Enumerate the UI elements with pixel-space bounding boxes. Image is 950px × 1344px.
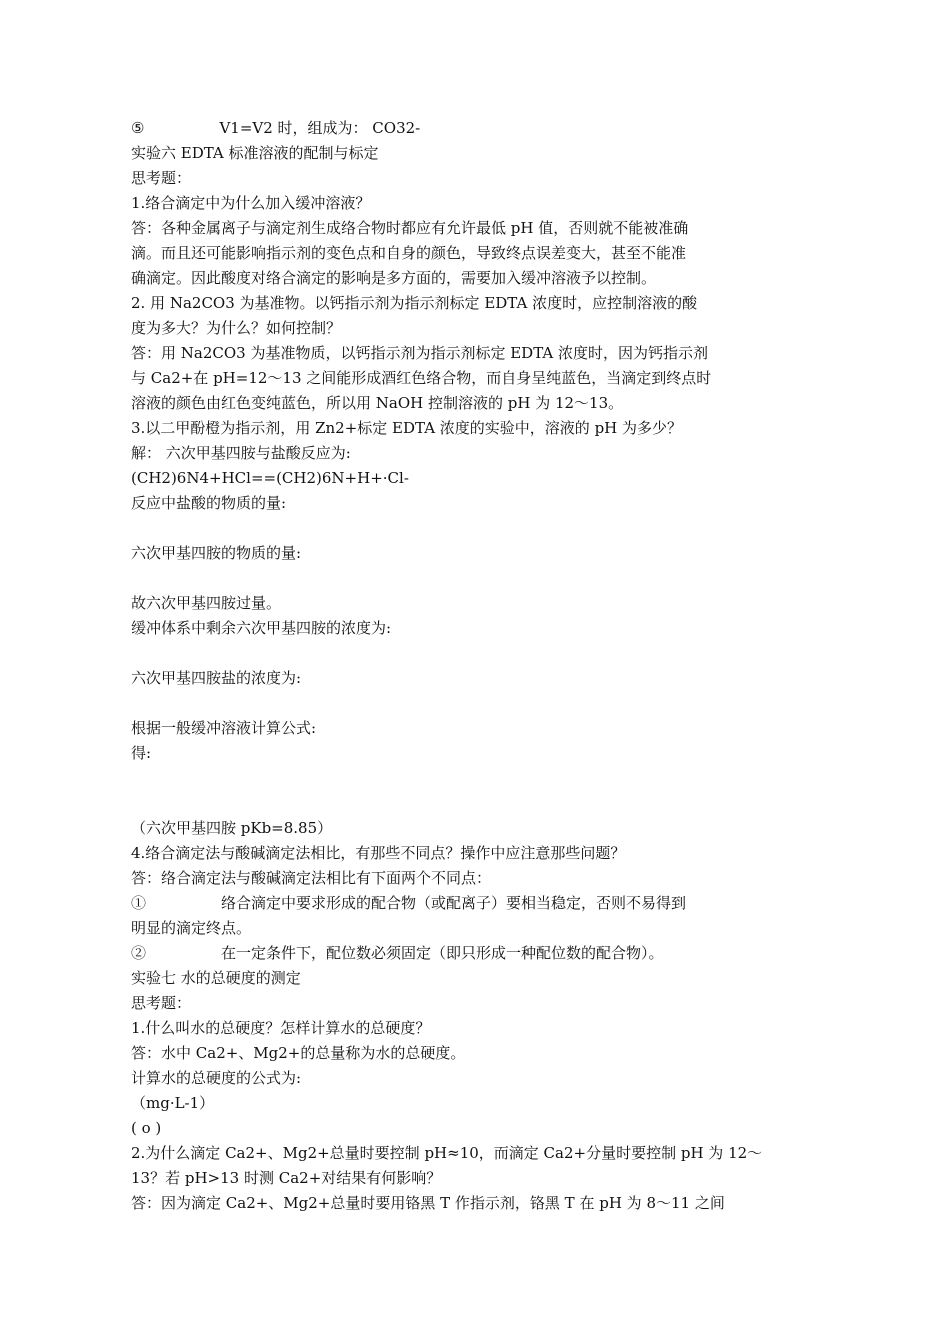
solution-line: 故六次甲基四胺过量。 [131,594,282,612]
question-line: 度为多大？为什么？如何控制？ [131,319,342,337]
question-line: 3.以二甲酚橙为指示剂，用 Zn2+标定 EDTA 浓度的实验中，溶液的 pH 为多少？ [131,419,683,437]
formula-unit-line: （mg·L-1） [131,1094,215,1112]
answer-line: 答：因为滴定 Ca2+、Mg2+总量时要用铬黑 T 作指示剂，铬黑 T 在 pH 为 8～11 之间 [131,1194,725,1212]
solution-line: 反应中盐酸的物质的量: [131,494,287,512]
answer-line: 答：各种金属离子与滴定剂生成络合物时都应有允许最低 pH 值，否则就不能被准确 [131,219,689,237]
question-line: 2. 用 Na2CO3 为基准物。以钙指示剂为指示剂标定 EDTA 浓度时，应控制溶液的酸 [131,294,698,312]
question-line: 4.络合滴定法与酸碱滴定法相比，有那些不同点？操作中应注意那些问题？ [131,844,626,862]
question-line: 13？若 pH>13 时测 Ca2+对结果有何影响？ [131,1169,442,1187]
answer-line: 与 Ca2+在 pH=12～13 之间能形成酒红色络合物，而自身呈纯蓝色，当滴定到终点时 [131,369,712,387]
answer-line: 确滴定。因此酸度对络合滴定的影响是多方面的，需要加入缓冲溶液予以控制。 [131,269,657,287]
answer-line: 计算水的总硬度的公式为: [131,1069,302,1087]
question-line: 1.什么叫水的总硬度？怎样计算水的总硬度？ [131,1019,431,1037]
question-line: 2.为什么滴定 Ca2+、Mg2+总量时要控制 pH≈10，而滴定 Ca2+分量时要控制 pH 为 12～ [131,1144,763,1162]
text-line: 思考题： [131,169,192,187]
question-line: 1.络合滴定中为什么加入缓冲溶液？ [131,194,371,212]
answer-line: 溶液的颜色由红色变纯蓝色，所以用 NaOH 控制溶液的 pH 为 12～13。 [131,394,624,412]
section-heading: 实验七 水的总硬度的测定 [131,969,301,987]
solution-line: 缓冲体系中剩余六次甲基四胺的浓度为: [131,619,392,637]
answer-line: 明显的滴定终点。 [131,919,252,937]
text-line: 思考题： [131,994,192,1012]
answer-line: 答：用 Na2CO3 为基准物质，以钙指示剂为指示剂标定 EDTA 浓度时，因为钙指示剂 [131,344,708,362]
solution-line: 根据一般缓冲溶液计算公式: [131,719,317,737]
answer-line: ② 在一定条件下，配位数必须固定（即只形成一种配位数的配合物）。 [131,944,664,962]
formula-label-line: ( o ) [131,1119,162,1137]
answer-line: 答：水中 Ca2+、Mg2+的总量称为水的总硬度。 [131,1044,466,1062]
equation-line: (CH2)6N4+HCl==(CH2)6N+H+·Cl- [131,469,409,487]
solution-line: 六次甲基四胺的物质的量: [131,544,302,562]
solution-line: 解： 六次甲基四胺与盐酸反应为: [131,444,351,462]
answer-line: ① 络合滴定中要求形成的配合物（或配离子）要相当稳定，否则不易得到 [131,894,687,912]
answer-line: 答：络合滴定法与酸碱滴定法相比有下面两个不同点： [131,869,492,887]
section-heading: 实验六 EDTA 标准溶液的配制与标定 [131,144,379,162]
solution-line: 六次甲基四胺盐的浓度为: [131,669,302,687]
note-line: （六次甲基四胺 pKb=8.85） [131,819,333,837]
solution-line: 得: [131,744,152,762]
answer-line: 滴。而且还可能影响指示剂的变色点和自身的颜色，导致终点误差变大，甚至不能准 [131,244,687,262]
text-line: ⑤ V1=V2 时，组成为： CO32- [131,119,421,137]
